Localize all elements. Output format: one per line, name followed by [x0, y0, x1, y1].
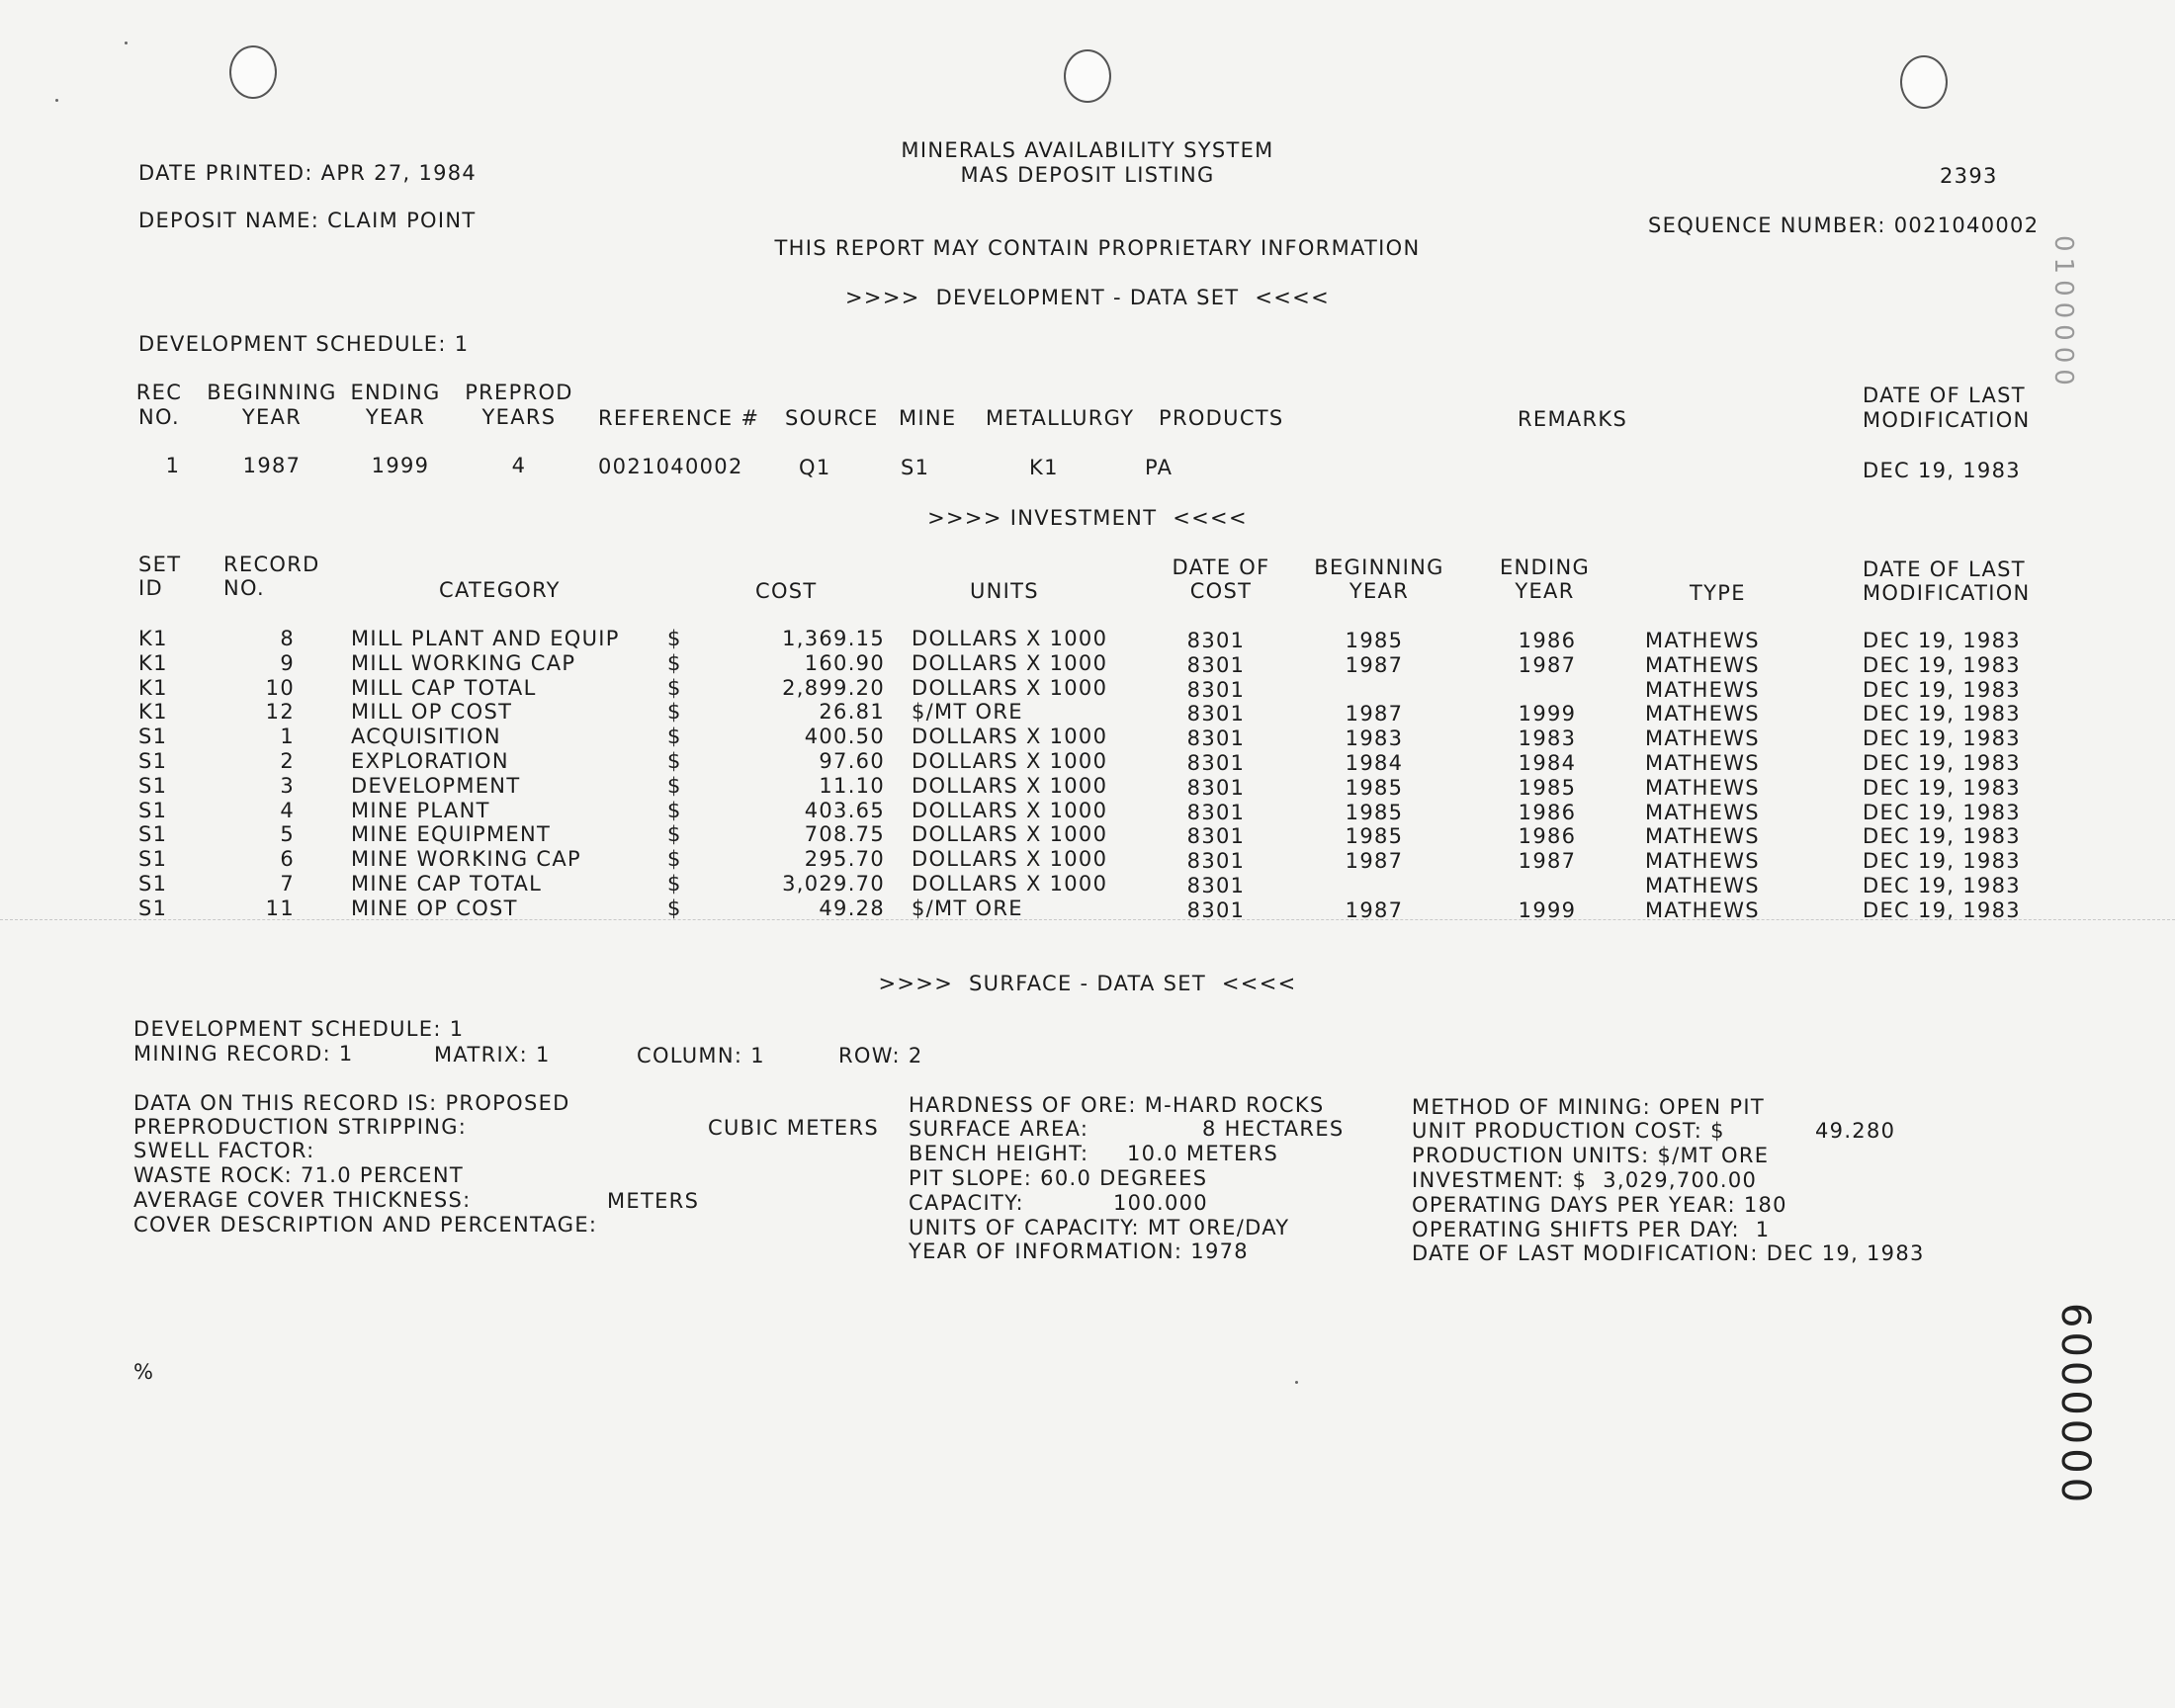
dev-row-rec: 1	[165, 454, 181, 477]
cell-ending-year: 1983	[1518, 726, 1577, 751]
cell-units: DOLLARS X 1000	[912, 798, 1108, 822]
dev-row-reference: 0021040002	[598, 455, 743, 478]
cell-cost: 3,029.70	[782, 872, 885, 896]
cell-type: MATHEWS	[1645, 849, 1760, 874]
cell-type: MATHEWS	[1645, 726, 1760, 751]
cell-modification-date: DEC 19, 1983	[1863, 849, 2021, 874]
dev-row-preprod-years: 4	[511, 454, 527, 477]
dev-row-modification-date: DEC 19, 1983	[1863, 459, 2021, 482]
cell-set-id: S1	[138, 896, 168, 920]
header-ending-year: YEAR	[365, 405, 426, 429]
cell-category: MINE OP COST	[351, 896, 518, 920]
cell-type: MATHEWS	[1645, 751, 1760, 775]
cell-category: MINE PLANT	[351, 798, 490, 822]
speck	[55, 99, 58, 102]
operating-days: OPERATING DAYS PER YEAR: 180	[1412, 1193, 1787, 1217]
cell-set-id: S1	[138, 822, 168, 847]
cell-beginning-year: 1987	[1345, 897, 1404, 922]
cell-cost: 2,899.20	[782, 675, 885, 700]
header-mine: MINE	[899, 406, 957, 430]
development-section-title: >>>> DEVELOPMENT - DATA SET <<<<	[845, 286, 1330, 309]
cell-units: DOLLARS X 1000	[912, 822, 1108, 847]
header-type: TYPE	[1690, 581, 1746, 605]
cell-set-id: S1	[138, 798, 168, 822]
cell-units: DOLLARS X 1000	[912, 872, 1108, 896]
capacity-value: 100.000	[1113, 1191, 1208, 1215]
punch-hole-center	[1064, 49, 1111, 103]
cell-units: DOLLARS X 1000	[912, 650, 1108, 675]
header-preprod-years: YEARS	[481, 405, 557, 429]
dev-row-source: Q1	[799, 456, 831, 479]
cell-ending-year: 1984	[1518, 751, 1577, 775]
cell-dollar-sign: $	[667, 798, 682, 822]
cell-cost: 1,369.15	[782, 627, 885, 650]
cell-modification-date: DEC 19, 1983	[1863, 652, 2021, 677]
cell-date-of-cost: 8301	[1186, 775, 1246, 800]
hardness-of-ore: HARDNESS OF ORE: M-HARD ROCKS	[909, 1093, 1325, 1117]
date-printed: DATE PRINTED: APR 27, 1984	[138, 161, 478, 185]
cell-cost: 160.90	[804, 650, 885, 675]
cell-category: ACQUISITION	[351, 725, 501, 749]
cell-units: DOLLARS X 1000	[912, 675, 1108, 700]
cell-dollar-sign: $	[667, 896, 682, 920]
header-preprod-years: PREPROD	[465, 381, 573, 404]
cell-record-no: 9	[280, 650, 295, 675]
cell-cost: 708.75	[804, 822, 885, 847]
cell-set-id: S1	[138, 749, 168, 773]
cell-record-no: 11	[265, 896, 295, 920]
cell-ending-year: 1999	[1518, 702, 1577, 726]
header-rec-no: REC	[135, 381, 183, 404]
preproduction-stripping: PREPRODUCTION STRIPPING:	[133, 1115, 468, 1139]
header-units: UNITS	[970, 579, 1039, 603]
cell-date-of-cost: 8301	[1186, 629, 1246, 652]
cell-record-no: 1	[280, 725, 295, 749]
matrix: MATRIX: 1	[434, 1043, 551, 1067]
cell-type: MATHEWS	[1645, 874, 1760, 897]
unit-production-cost-value: 49.280	[1815, 1119, 1896, 1143]
surface-area-label: SURFACE AREA:	[909, 1117, 1089, 1141]
cell-date-of-cost: 8301	[1186, 849, 1246, 874]
cell-date-of-cost: 8301	[1186, 897, 1246, 922]
cell-units: DOLLARS X 1000	[912, 627, 1108, 650]
cell-type: MATHEWS	[1645, 652, 1760, 677]
cell-beginning-year: 1984	[1345, 751, 1404, 775]
bench-height-value: 10.0 METERS	[1127, 1142, 1279, 1165]
header-cost: COST	[755, 579, 818, 603]
cell-record-no: 6	[280, 847, 295, 872]
cell-category: MINE WORKING CAP	[351, 847, 581, 872]
percent-mark: %	[133, 1360, 155, 1384]
header-ending-year: ENDING	[1499, 555, 1591, 579]
row: ROW: 2	[838, 1044, 923, 1068]
production-units: PRODUCTION UNITS: $/MT ORE	[1412, 1144, 1770, 1167]
cell-modification-date: DEC 19, 1983	[1863, 800, 2021, 824]
cell-date-of-cost: 8301	[1186, 874, 1246, 897]
surface-modification-date: DATE OF LAST MODIFICATION: DEC 19, 1983	[1412, 1241, 1925, 1265]
header-set-id: ID	[138, 576, 163, 600]
cell-date-of-cost: 8301	[1186, 652, 1246, 677]
page-number: 2393	[1940, 164, 1998, 188]
cell-beginning-year: 1985	[1345, 775, 1404, 800]
header-products: PRODUCTS	[1159, 406, 1284, 430]
cell-cost: 26.81	[819, 700, 885, 725]
speck	[125, 42, 128, 44]
cell-type: MATHEWS	[1645, 800, 1760, 824]
header-record-no: RECORD	[223, 553, 320, 576]
cell-set-id: S1	[138, 847, 168, 872]
cell-units: DOLLARS X 1000	[912, 773, 1108, 798]
method-of-mining: METHOD OF MINING: OPEN PIT	[1412, 1095, 1765, 1119]
header-remarks: REMARKS	[1518, 407, 1628, 431]
cell-category: EXPLORATION	[351, 749, 509, 773]
header-beginning-year: BEGINNING	[207, 381, 337, 404]
cell-category: MILL WORKING CAP	[351, 650, 576, 675]
cell-type: MATHEWS	[1645, 824, 1760, 849]
proprietary-notice: THIS REPORT MAY CONTAIN PROPRIETARY INFORMATION	[774, 236, 1421, 260]
margin-stamp-number: 6000000	[2052, 1303, 2098, 1507]
cell-category: MILL OP COST	[351, 700, 513, 725]
cell-date-of-cost: 8301	[1186, 751, 1246, 775]
cell-beginning-year: 1983	[1345, 726, 1404, 751]
cell-dollar-sign: $	[667, 749, 682, 773]
investment-total: INVESTMENT: $ 3,029,700.00	[1412, 1168, 1758, 1192]
system-title: MINERALS AVAILABILITY SYSTEM	[901, 138, 1274, 162]
cell-modification-date: DEC 19, 1983	[1863, 874, 2021, 897]
cell-set-id: K1	[138, 650, 168, 675]
cell-ending-year: 1999	[1518, 897, 1577, 922]
cell-modification-date: DEC 19, 1983	[1863, 702, 2021, 726]
cell-set-id: K1	[138, 675, 168, 700]
cell-ending-year: 1986	[1518, 629, 1577, 652]
cell-set-id: S1	[138, 725, 168, 749]
header-date-of-last-modification: MODIFICATION	[1863, 408, 2031, 432]
cell-cost: 403.65	[804, 798, 885, 822]
year-of-information: YEAR OF INFORMATION: 1978	[909, 1239, 1249, 1263]
header-category: CATEGORY	[439, 578, 561, 602]
cell-beginning-year: 1985	[1345, 629, 1404, 652]
dev-row-products: PA	[1145, 456, 1174, 479]
cell-dollar-sign: $	[667, 627, 682, 650]
cell-record-no: 2	[280, 749, 295, 773]
cell-dollar-sign: $	[667, 822, 682, 847]
cell-set-id: S1	[138, 773, 168, 798]
cell-date-of-cost: 8301	[1186, 824, 1246, 849]
cell-category: MINE EQUIPMENT	[351, 822, 552, 847]
cell-modification-date: DEC 19, 1983	[1863, 824, 2021, 849]
surface-section-title: >>>> SURFACE - DATA SET <<<<	[878, 972, 1297, 995]
cell-ending-year: 1986	[1518, 824, 1577, 849]
cell-cost: 49.28	[819, 896, 885, 920]
header-rec-no: NO.	[138, 405, 180, 429]
cell-beginning-year: 1987	[1345, 652, 1404, 677]
header-set-id: SET	[138, 553, 182, 576]
cell-beginning-year: 1987	[1345, 849, 1404, 874]
header-beginning-year: YEAR	[241, 405, 303, 429]
punch-hole-right	[1900, 55, 1948, 109]
units-of-capacity: UNITS OF CAPACITY: MT ORE/DAY	[909, 1216, 1290, 1239]
cell-record-no: 7	[280, 872, 295, 896]
dev-row-mine: S1	[901, 456, 930, 479]
cell-units: $/MT ORE	[912, 896, 1023, 920]
cell-units: DOLLARS X 1000	[912, 847, 1108, 872]
cell-set-id: K1	[138, 700, 168, 725]
header-source: SOURCE	[785, 406, 879, 430]
punch-hole-left	[229, 45, 277, 99]
operating-shifts: OPERATING SHIFTS PER DAY: 1	[1412, 1218, 1771, 1241]
cell-modification-date: DEC 19, 1983	[1863, 775, 2021, 800]
development-schedule: DEVELOPMENT SCHEDULE: 1	[138, 332, 470, 356]
swell-factor: SWELL FACTOR:	[133, 1139, 315, 1162]
cell-record-no: 8	[280, 627, 295, 650]
cell-type: MATHEWS	[1645, 629, 1760, 652]
cell-units: $/MT ORE	[912, 700, 1023, 725]
cell-type: MATHEWS	[1645, 702, 1760, 726]
header-reference: REFERENCE #	[598, 406, 760, 430]
listing-title: MAS DEPOSIT LISTING	[960, 163, 1215, 187]
cell-modification-date: DEC 19, 1983	[1863, 751, 2021, 775]
cell-date-of-cost: 8301	[1186, 726, 1246, 751]
capacity-label: CAPACITY:	[909, 1191, 1024, 1215]
cell-category: MILL PLANT AND EQUIP	[351, 627, 620, 650]
surface-development-schedule: DEVELOPMENT SCHEDULE: 1	[133, 1017, 465, 1041]
header-beginning-year: YEAR	[1348, 579, 1410, 603]
cell-dollar-sign: $	[667, 773, 682, 798]
dev-row-metallurgy: K1	[1029, 456, 1059, 479]
cell-date-of-cost: 8301	[1186, 677, 1246, 702]
cell-record-no: 3	[280, 773, 295, 798]
header-date-of-last-modification: DATE OF LAST	[1863, 384, 2026, 407]
header-ending-year: ENDING	[350, 381, 441, 404]
preproduction-stripping-unit: CUBIC METERS	[708, 1116, 879, 1140]
cell-set-id: K1	[138, 627, 168, 650]
cell-modification-date: DEC 19, 1983	[1863, 726, 2021, 751]
cell-category: DEVELOPMENT	[351, 773, 521, 798]
mining-record: MINING RECORD: 1	[133, 1042, 354, 1066]
cell-record-no: 5	[280, 822, 295, 847]
cell-category: MILL CAP TOTAL	[351, 675, 537, 700]
cell-modification-date: DEC 19, 1983	[1863, 677, 2021, 702]
cell-beginning-year: 1985	[1345, 824, 1404, 849]
cell-ending-year: 1985	[1518, 775, 1577, 800]
surface-area-value: 8 HECTARES	[1202, 1117, 1345, 1141]
cell-dollar-sign: $	[667, 725, 682, 749]
cell-ending-year: 1986	[1518, 800, 1577, 824]
cell-dollar-sign: $	[667, 700, 682, 725]
header-date-of-last-modification: DATE OF LAST	[1863, 557, 2026, 581]
cell-modification-date: DEC 19, 1983	[1863, 629, 2021, 652]
unit-production-cost-label: UNIT PRODUCTION COST: $	[1412, 1119, 1725, 1143]
cell-units: DOLLARS X 1000	[912, 725, 1108, 749]
data-status: DATA ON THIS RECORD IS: PROPOSED	[133, 1091, 570, 1115]
dev-row-ending-year: 1999	[371, 454, 430, 477]
bench-height-label: BENCH HEIGHT:	[909, 1142, 1089, 1165]
header-beginning-year: BEGINNING	[1314, 555, 1444, 579]
margin-stamp-faint: 0100000	[2048, 235, 2078, 391]
cell-beginning-year: 1987	[1345, 702, 1404, 726]
cell-type: MATHEWS	[1645, 677, 1760, 702]
header-date-of-cost: COST	[1189, 579, 1253, 603]
cover-description: COVER DESCRIPTION AND PERCENTAGE:	[133, 1213, 598, 1237]
cell-units: DOLLARS X 1000	[912, 749, 1108, 773]
cell-date-of-cost: 8301	[1186, 800, 1246, 824]
pit-slope: PIT SLOPE: 60.0 DEGREES	[909, 1166, 1208, 1190]
cell-cost: 97.60	[819, 749, 885, 773]
header-date-of-cost: DATE OF	[1172, 555, 1270, 579]
cell-dollar-sign: $	[667, 675, 682, 700]
cell-ending-year: 1987	[1518, 849, 1577, 874]
deposit-name: DEPOSIT NAME: CLAIM POINT	[138, 209, 477, 232]
cell-dollar-sign: $	[667, 650, 682, 675]
cell-set-id: S1	[138, 872, 168, 896]
cell-type: MATHEWS	[1645, 775, 1760, 800]
speck	[1295, 1381, 1298, 1384]
header-metallurgy: METALLURGY	[986, 406, 1135, 430]
sequence-number: SEQUENCE NUMBER: 0021040002	[1648, 214, 2040, 237]
cell-cost: 11.10	[819, 773, 885, 798]
cell-beginning-year: 1985	[1345, 800, 1404, 824]
header-record-no: NO.	[223, 576, 265, 600]
waste-rock: WASTE ROCK: 71.0 PERCENT	[133, 1163, 464, 1187]
cell-record-no: 12	[265, 700, 295, 725]
average-cover-thickness: AVERAGE COVER THICKNESS:	[133, 1188, 472, 1212]
investment-section-title: >>>> INVESTMENT <<<<	[927, 506, 1248, 530]
cover-thickness-unit: METERS	[607, 1189, 700, 1213]
cell-cost: 295.70	[804, 847, 885, 872]
cell-type: MATHEWS	[1645, 897, 1760, 922]
cell-modification-date: DEC 19, 1983	[1863, 897, 2021, 922]
column: COLUMN: 1	[637, 1044, 765, 1068]
cell-cost: 400.50	[804, 725, 885, 749]
header-date-of-last-modification: MODIFICATION	[1863, 581, 2031, 605]
cell-category: MINE CAP TOTAL	[351, 872, 543, 896]
page-fold-line	[0, 919, 2175, 920]
cell-dollar-sign: $	[667, 872, 682, 896]
header-ending-year: YEAR	[1515, 579, 1575, 603]
cell-record-no: 4	[280, 798, 295, 822]
cell-dollar-sign: $	[667, 847, 682, 872]
dev-row-beginning-year: 1987	[242, 454, 302, 477]
cell-ending-year: 1987	[1518, 652, 1577, 677]
cell-date-of-cost: 8301	[1186, 702, 1246, 726]
cell-record-no: 10	[265, 675, 295, 700]
